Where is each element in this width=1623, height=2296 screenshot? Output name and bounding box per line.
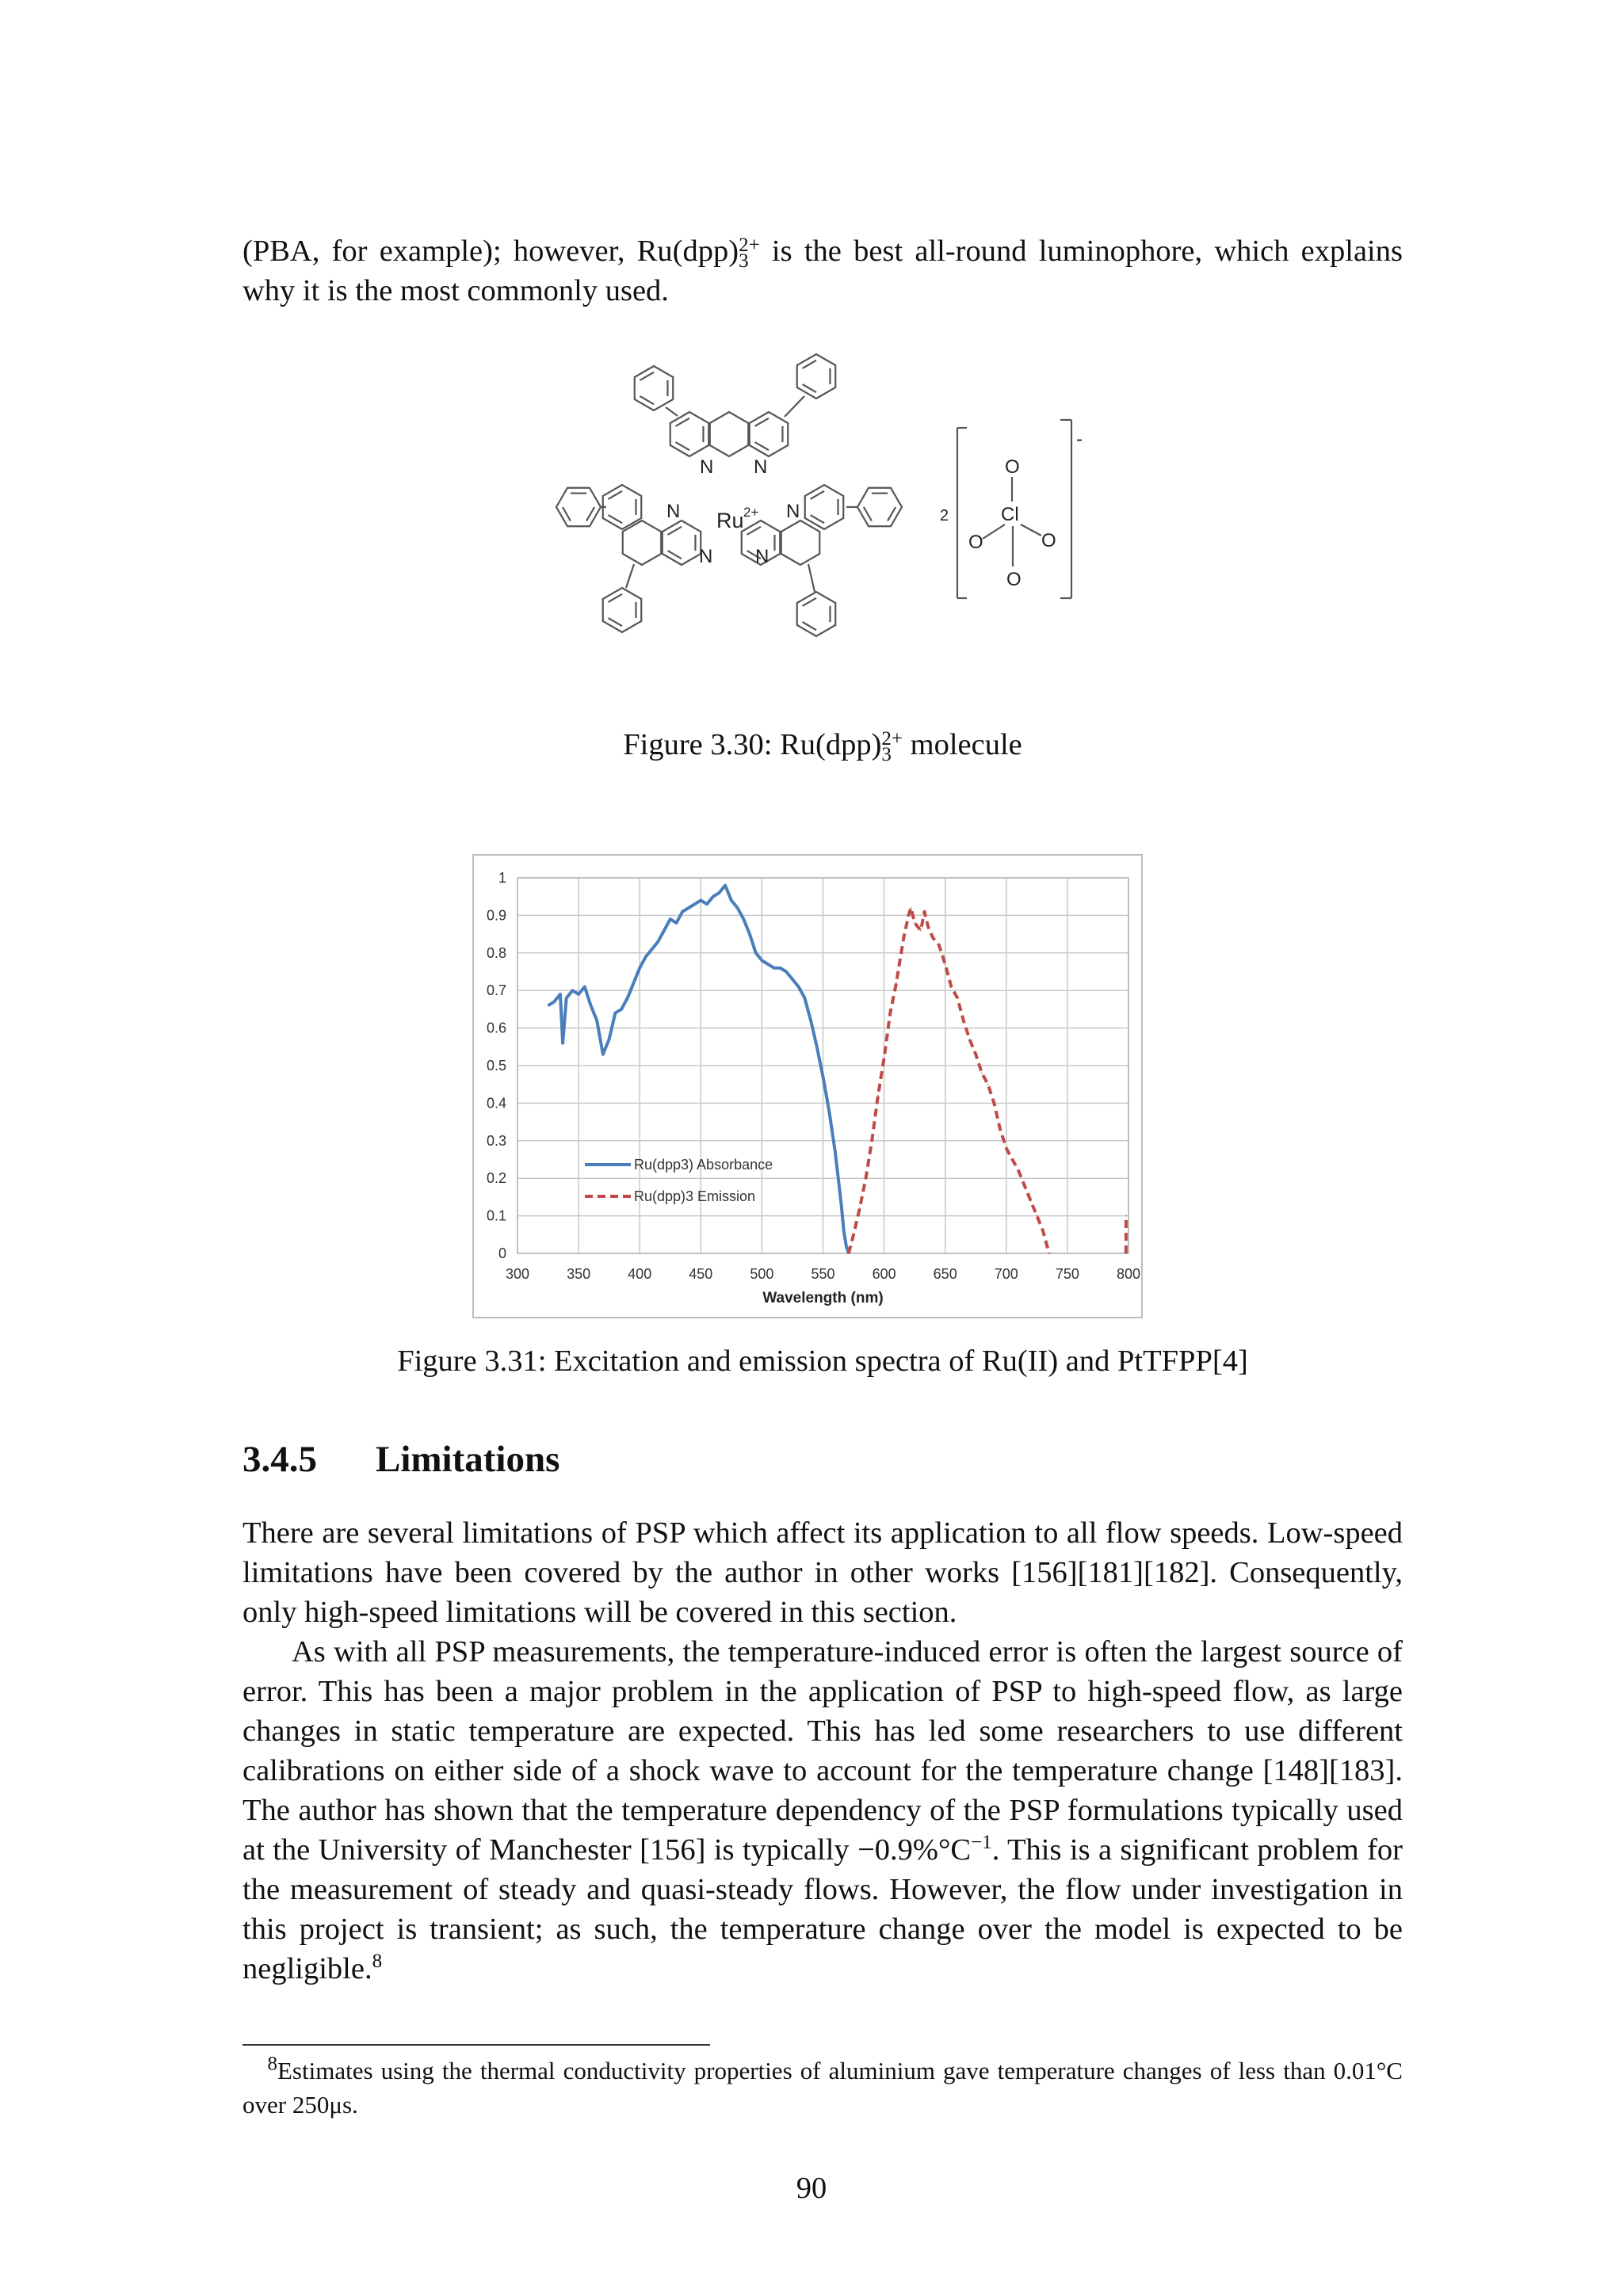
data-point — [994, 1103, 995, 1104]
spectra-chart-svg — [474, 856, 1141, 1317]
o-label-bottom: O — [1006, 569, 1022, 590]
data-point — [743, 918, 745, 920]
data-point — [596, 1020, 598, 1021]
data-point — [843, 1230, 845, 1232]
data-point — [1048, 1253, 1050, 1254]
paragraph-2 — [242, 1632, 1403, 1989]
data-point — [1037, 1215, 1038, 1217]
x-tick-label: 400 — [628, 1266, 652, 1282]
data-point — [871, 1140, 873, 1142]
y-tick-label: 1 — [498, 870, 506, 886]
caption-suffix: molecule — [903, 728, 1022, 761]
data-point — [621, 1009, 622, 1010]
y-tick-label: 0.3 — [486, 1132, 506, 1149]
x-tick-label: 700 — [994, 1266, 1018, 1282]
data-point — [903, 937, 905, 939]
caption-superscript: 2+ — [881, 728, 903, 750]
data-point — [559, 994, 561, 995]
data-point — [846, 1245, 847, 1247]
data-point — [1012, 1159, 1014, 1161]
data-point — [584, 986, 586, 988]
data-point — [823, 1076, 824, 1077]
data-point — [1042, 1230, 1044, 1232]
data-point — [1125, 1215, 1127, 1217]
o-label-right: O — [1041, 530, 1056, 551]
caption-charge-notation — [881, 728, 903, 766]
x-tick-label: 750 — [1055, 1266, 1079, 1282]
counterion-count: 2 — [940, 507, 949, 524]
data-point — [639, 967, 640, 969]
y-tick-label: 0.1 — [486, 1207, 506, 1224]
data-point — [762, 960, 763, 962]
data-point — [884, 1058, 885, 1059]
data-point — [562, 1043, 563, 1044]
x-tick-label: 300 — [505, 1266, 530, 1282]
data-point — [908, 915, 910, 917]
data-point — [755, 952, 757, 954]
data-point — [792, 978, 793, 980]
data-point — [896, 982, 897, 984]
x-tick-label: 550 — [811, 1266, 835, 1282]
y-tick-label: 0.9 — [486, 907, 506, 924]
exponent: −1 — [971, 1832, 992, 1854]
charge-notation — [739, 235, 760, 273]
n-label-4: N — [786, 501, 800, 522]
data-point — [688, 907, 689, 909]
x-tick-label: 650 — [933, 1266, 957, 1282]
data-point — [737, 907, 739, 909]
pyridine-ring-8 — [781, 521, 819, 565]
data-point — [719, 892, 720, 894]
data-point — [602, 1054, 604, 1055]
data-point — [566, 997, 567, 999]
data-point — [841, 1204, 842, 1206]
x-tick-label: 450 — [689, 1266, 713, 1282]
data-point — [828, 1110, 830, 1112]
section-title-text: Limitations — [376, 1439, 560, 1480]
data-point — [694, 903, 696, 905]
page-number: 90 — [796, 2172, 827, 2205]
footnote-reference: 8 — [372, 1951, 383, 1973]
data-point — [963, 1020, 964, 1021]
footnote-rule — [242, 2044, 710, 2046]
intro-text-b: is the best all-round luminophore, which explains why it is the most commonly used. — [242, 235, 1403, 307]
legend-label: Ru(dpp3) Absorbance — [634, 1157, 773, 1173]
data-point — [676, 922, 678, 924]
data-point — [933, 937, 934, 939]
data-point — [981, 1073, 983, 1074]
data-point — [848, 1253, 850, 1254]
data-point — [987, 1084, 989, 1085]
data-point — [773, 967, 775, 969]
data-point — [651, 948, 653, 950]
count-subscript: 3 — [739, 250, 749, 273]
data-point — [1024, 1185, 1025, 1187]
data-point — [810, 1020, 812, 1021]
data-point — [834, 1151, 836, 1153]
data-point — [798, 986, 800, 988]
x-tick-label: 600 — [872, 1266, 896, 1282]
o-label-left: O — [968, 532, 983, 553]
data-point — [627, 997, 628, 999]
caption-prefix: Figure 3.30: Ru(dpp) — [623, 728, 882, 761]
data-point — [924, 911, 926, 913]
data-point — [633, 982, 635, 984]
figure-3-31-caption: Figure 3.31: Excitation and emission spectra of Ru(II) and PtTFPP[4] — [397, 1344, 1248, 1378]
y-tick-label: 0.8 — [486, 944, 506, 961]
intro-paragraph — [242, 231, 1403, 311]
section-heading — [242, 1436, 559, 1483]
series-line-2 — [849, 908, 1049, 1253]
data-point — [859, 1207, 861, 1209]
data-point — [578, 994, 579, 995]
charge-superscript: 2+ — [739, 235, 760, 257]
data-point — [927, 926, 929, 928]
pyridine-ring-5 — [623, 521, 661, 565]
data-point — [572, 990, 574, 991]
n-label-5: N — [699, 546, 713, 567]
data-point — [1125, 1253, 1127, 1254]
data-point — [957, 997, 958, 999]
n-label-3: N — [666, 501, 681, 522]
cl-label: Cl — [1001, 504, 1019, 525]
y-tick-label: 0.2 — [486, 1170, 506, 1187]
data-point — [663, 930, 665, 932]
data-point — [804, 997, 806, 999]
footnote-text: Estimates using the thermal conductivity properties of aluminium gave temperature changes of less than 0.01°C over 250μs. — [242, 2057, 1403, 2119]
data-point — [712, 896, 714, 898]
pyridine-ring-2 — [710, 412, 748, 456]
n-label-2: N — [754, 456, 768, 478]
y-tick-label: 0.5 — [486, 1058, 506, 1074]
x-tick-label: 800 — [1116, 1266, 1141, 1282]
data-point — [615, 1013, 617, 1014]
data-point — [590, 1005, 592, 1006]
data-point — [951, 986, 953, 988]
data-point — [914, 922, 915, 924]
data-point — [938, 945, 940, 947]
ru-charge: 2+ — [743, 505, 759, 520]
data-point — [780, 967, 781, 969]
paragraph-2-part-b: . This is a significant problem for the measurement of steady and quasi-steady flows. However, the flow under investigation in this project is transient; as such, the temperature change over the model is expected to be negligible. — [242, 1833, 1403, 1985]
data-point — [865, 1177, 867, 1179]
data-point — [724, 885, 726, 887]
data-point — [1030, 1200, 1032, 1202]
y-tick-label: 0.4 — [486, 1095, 506, 1112]
data-point — [701, 900, 702, 902]
data-point — [1018, 1170, 1019, 1172]
data-point — [890, 1013, 892, 1014]
y-tick-label: 0.6 — [486, 1020, 506, 1036]
ru-dpp-molecule-diagram — [547, 341, 1117, 693]
footnote-mark: 8 — [267, 2053, 277, 2075]
data-point — [706, 903, 708, 905]
data-point — [785, 971, 787, 973]
data-point — [670, 918, 671, 920]
caption-subscript: 3 — [881, 744, 892, 766]
data-point — [853, 1234, 854, 1236]
y-tick-label: 0 — [498, 1245, 506, 1261]
footnote — [242, 2054, 1403, 2122]
data-point — [999, 1129, 1001, 1131]
data-point — [899, 960, 901, 962]
n-label-1: N — [700, 456, 714, 478]
x-tick-label: 350 — [567, 1266, 591, 1282]
data-point — [877, 1095, 879, 1097]
data-point — [645, 956, 647, 958]
n-label-6: N — [755, 546, 769, 567]
ru-label: Ru — [716, 509, 744, 532]
y-tick-label: 0.7 — [486, 982, 506, 999]
legend-label: Ru(dpp)3 Emission — [634, 1188, 756, 1204]
figure-3-30-caption — [242, 725, 1403, 765]
data-point — [911, 907, 912, 909]
data-point — [1006, 1148, 1007, 1150]
x-tick-label: 500 — [750, 1266, 774, 1282]
data-point — [682, 911, 683, 913]
data-point — [920, 930, 922, 932]
anion-charge: - — [1076, 429, 1083, 450]
data-point — [816, 1047, 818, 1048]
section-number: 3.4.5 — [242, 1439, 317, 1480]
data-point — [976, 1054, 977, 1055]
intro-text-a: (PBA, for example); however, Ru(dpp) — [242, 235, 739, 268]
data-point — [767, 963, 769, 965]
data-point — [969, 1039, 971, 1040]
x-axis-title: Wavelength (nm) — [762, 1290, 884, 1306]
data-point — [658, 941, 659, 943]
data-point — [554, 1001, 556, 1003]
paragraph-2-part-a: As with all PSP measurements, the temperature-induced error is often the largest source of error. This has been a major problem in the application of PSP to high-speed flow, as large changes in static temperature are expected. This has led some researchers to use different calibrations on either side of a shock wave to account for the temperature change [148][183]. The author has shown that the temperature dependency of the PSP formulations typically used at the University of Manchester [156] is typically −0.9%°C — [242, 1635, 1403, 1867]
data-point — [749, 933, 750, 935]
spectra-chart — [472, 854, 1143, 1318]
paragraph-1: There are several limitations of PSP which affect its application to all flow speeds. Low-speed limitations have been covered by the author in other works [156][181][182]. Consequently, only high-speed limitations will be covered in this section. — [242, 1516, 1403, 1629]
data-point — [548, 1005, 549, 1006]
data-point — [731, 900, 732, 902]
data-point — [945, 963, 946, 965]
data-point — [609, 1039, 610, 1040]
body-text — [242, 1513, 1403, 1989]
o-label-top: O — [1005, 456, 1020, 478]
